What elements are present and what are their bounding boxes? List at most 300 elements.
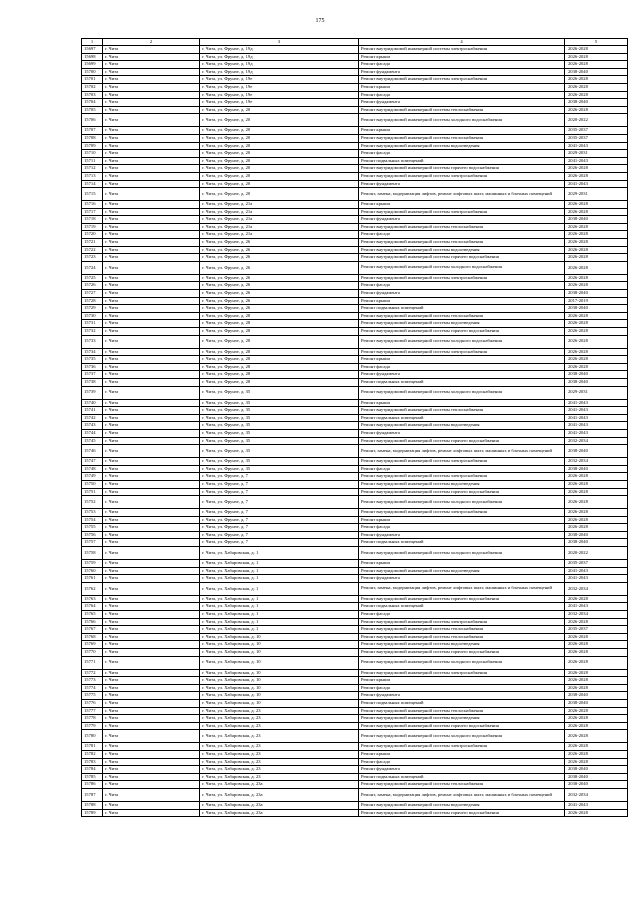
- address-cell: г. Чита, ул. Фрунзе, д. 35: [200, 465, 359, 473]
- work-type-cell: Ремонт внутридомовой инженерной системы теплоснабжения: [359, 781, 565, 789]
- city-cell: г. Чита: [103, 305, 200, 313]
- work-type-cell: Ремонт подвальных помещений: [359, 414, 565, 422]
- period-cell: 2038-2040: [565, 766, 628, 774]
- table-row: [82, 669, 628, 677]
- table-row: [82, 465, 628, 473]
- period-cell: 2026-2028: [565, 669, 628, 677]
- table-row: [82, 750, 628, 758]
- table-header-row: [82, 39, 628, 46]
- row-number-cell: 15774: [82, 684, 103, 692]
- row-number-cell: 15760: [82, 567, 103, 575]
- period-cell: 2026-2028: [565, 83, 628, 91]
- period-cell: 2041-2043: [565, 157, 628, 165]
- address-cell: г. Чита, ул. Фрунзе, д. 21а: [200, 223, 359, 231]
- period-cell: 2029-2031: [565, 150, 628, 158]
- period-cell: 2041-2043: [565, 414, 628, 422]
- period-cell: 2041-2043: [565, 407, 628, 415]
- work-type-cell: Ремонт внутридомовой инженерной системы водоотведения: [359, 641, 565, 649]
- table-row: [82, 363, 628, 371]
- city-cell: г. Чита: [103, 348, 200, 356]
- row-number-cell: 15767: [82, 626, 103, 634]
- address-cell: г. Чита, ул. Фрунзе, д. 35: [200, 429, 359, 437]
- period-cell: 2026-2028: [565, 722, 628, 730]
- city-cell: г. Чита: [103, 290, 200, 298]
- city-cell: г. Чита: [103, 684, 200, 692]
- city-cell: г. Чита: [103, 106, 200, 114]
- row-number-cell: 15785: [82, 773, 103, 781]
- address-cell: г. Чита, ул. Хабаровская, д. 23: [200, 743, 359, 751]
- table-row: [82, 386, 628, 399]
- period-cell: 2026-2028: [565, 254, 628, 262]
- address-cell: г. Чита, ул. Хабаровская, д. 10: [200, 677, 359, 685]
- work-type-cell: Ремонт внутридомовой инженерной системы холодного водоснабжения: [359, 386, 565, 399]
- row-number-cell: 15700: [82, 68, 103, 76]
- city-cell: г. Чита: [103, 516, 200, 524]
- table-row: [82, 208, 628, 216]
- work-type-cell: Ремонт крыши: [359, 297, 565, 305]
- period-cell: 2026-2028: [565, 246, 628, 254]
- work-type-cell: Ремонт крыши: [359, 750, 565, 758]
- table-row: [82, 91, 628, 99]
- city-cell: г. Чита: [103, 582, 200, 595]
- row-number-cell: 15723: [82, 254, 103, 262]
- table-row: [82, 473, 628, 481]
- table-row: [82, 261, 628, 274]
- period-cell: 2035-2037: [565, 626, 628, 634]
- table-row: [82, 180, 628, 188]
- table-row: [82, 575, 628, 583]
- row-number-cell: 15779: [82, 722, 103, 730]
- address-cell: г. Чита, ул. Фрунзе, д. 19е: [200, 83, 359, 91]
- row-number-cell: 15778: [82, 715, 103, 723]
- work-type-cell: Ремонт внутридомовой инженерной системы электроснабжения: [359, 172, 565, 180]
- period-cell: 2026-2028: [565, 61, 628, 69]
- row-number-cell: 15706: [82, 114, 103, 127]
- address-cell: г. Чита, ул. Хабаровская, д. 1: [200, 567, 359, 575]
- work-type-cell: Ремонт подвальных помещений: [359, 773, 565, 781]
- period-cell: 2026-2028: [565, 172, 628, 180]
- row-number-cell: 15752: [82, 496, 103, 509]
- work-type-cell: Ремонт подвальных помещений: [359, 378, 565, 386]
- address-cell: г. Чита, ул. Фрунзе, д. 7: [200, 524, 359, 532]
- period-cell: 2026-2028: [565, 348, 628, 356]
- city-cell: г. Чита: [103, 473, 200, 481]
- address-cell: г. Чита, ул. Фрунзе, д. 28: [200, 371, 359, 379]
- city-cell: г. Чита: [103, 157, 200, 165]
- address-cell: г. Чита, ул. Хабаровская, д. 10: [200, 656, 359, 669]
- row-number-cell: 15715: [82, 188, 103, 201]
- work-type-cell: Ремонт внутридомовой инженерной системы горячего водоснабжения: [359, 488, 565, 496]
- row-number-cell: 15761: [82, 575, 103, 583]
- work-type-cell: Ремонт внутридомовой инженерной системы водоотведения: [359, 246, 565, 254]
- city-cell: г. Чита: [103, 223, 200, 231]
- address-cell: г. Чита, ул. Фрунзе, д. 20: [200, 180, 359, 188]
- period-cell: 2026-2028: [565, 208, 628, 216]
- table-row: [82, 788, 628, 801]
- address-cell: г. Чита, ул. Фрунзе, д. 7: [200, 488, 359, 496]
- row-number-cell: 15747: [82, 458, 103, 466]
- period-cell: 2026-2028: [565, 261, 628, 274]
- city-cell: г. Чита: [103, 127, 200, 135]
- work-type-cell: Ремонт внутридомовой инженерной системы электроснабжения: [359, 473, 565, 481]
- address-cell: г. Чита, ул. Хабаровская, д. 10: [200, 684, 359, 692]
- address-cell: г. Чита, ул. Фрунзе, д. 28: [200, 363, 359, 371]
- address-cell: г. Чита, ул. Фрунзе, д. 19д: [200, 61, 359, 69]
- period-cell: 2026-2028: [565, 274, 628, 282]
- period-cell: 2041-2043: [565, 801, 628, 809]
- address-cell: г. Чита, ул. Хабаровская, д. 1: [200, 603, 359, 611]
- table-row: [82, 480, 628, 488]
- table-row: [82, 61, 628, 69]
- address-cell: г. Чита, ул. Хабаровская, д. 10: [200, 692, 359, 700]
- address-cell: г. Чита, ул. Хабаровская, д. 23: [200, 722, 359, 730]
- table-row: [82, 223, 628, 231]
- city-cell: г. Чита: [103, 715, 200, 723]
- address-cell: г. Чита, ул. Хабаровская, д. 23а: [200, 809, 359, 817]
- city-cell: г. Чита: [103, 788, 200, 801]
- address-cell: г. Чита, ул. Фрунзе, д. 28: [200, 312, 359, 320]
- city-cell: г. Чита: [103, 172, 200, 180]
- table-row: [82, 356, 628, 364]
- row-number-cell: 15707: [82, 127, 103, 135]
- table-row: [82, 216, 628, 224]
- address-cell: г. Чита, ул. Фрунзе, д. 21а: [200, 216, 359, 224]
- table-row: [82, 707, 628, 715]
- row-number-cell: 15737: [82, 371, 103, 379]
- address-cell: г. Чита, ул. Хабаровская, д. 1: [200, 560, 359, 568]
- table-row: [82, 348, 628, 356]
- work-type-cell: Ремонт фасада: [359, 363, 565, 371]
- row-number-cell: 15773: [82, 677, 103, 685]
- address-cell: г. Чита, ул. Фрунзе, д. 19е: [200, 91, 359, 99]
- row-number-cell: 15744: [82, 429, 103, 437]
- period-cell: 2038-2040: [565, 290, 628, 298]
- work-type-cell: Ремонт внутридомовой инженерной системы теплоснабжения: [359, 106, 565, 114]
- address-cell: г. Чита, ул. Хабаровская, д. 1: [200, 626, 359, 634]
- table-row: [82, 246, 628, 254]
- work-type-cell: Ремонт внутридомовой инженерной системы водоотведения: [359, 567, 565, 575]
- table-row: [82, 560, 628, 568]
- period-cell: 2026-2028: [565, 758, 628, 766]
- table-row: [82, 305, 628, 313]
- row-number-cell: 15749: [82, 473, 103, 481]
- address-cell: г. Чита, ул. Фрунзе, д. 7: [200, 509, 359, 517]
- table-row: [82, 801, 628, 809]
- work-type-cell: Ремонт фасада: [359, 524, 565, 532]
- address-cell: г. Чита, ул. Фрунзе, д. 26: [200, 239, 359, 247]
- period-cell: 2026-2028: [565, 282, 628, 290]
- address-cell: г. Чита, ул. Фрунзе, д. 26: [200, 246, 359, 254]
- work-type-cell: Ремонт фасада: [359, 231, 565, 239]
- period-cell: 2032-2034: [565, 611, 628, 619]
- city-cell: г. Чита: [103, 46, 200, 54]
- work-type-cell: Ремонт крыши: [359, 560, 565, 568]
- table-row: [82, 106, 628, 114]
- work-type-cell: Ремонт крыши: [359, 677, 565, 685]
- table-row: [82, 743, 628, 751]
- period-cell: 2038-2040: [565, 378, 628, 386]
- row-number-cell: 15763: [82, 595, 103, 603]
- table-row: [82, 758, 628, 766]
- work-type-cell: Ремонт подвальных помещений: [359, 157, 565, 165]
- row-number-cell: 15748: [82, 465, 103, 473]
- city-cell: г. Чита: [103, 677, 200, 685]
- period-cell: 2026-2028: [565, 633, 628, 641]
- address-cell: г. Чита, ул. Фрунзе, д. 21а: [200, 208, 359, 216]
- work-type-cell: Ремонт, замена, модернизация лифтов, ремонт лифтовых шахт, машинных и блочных помещений: [359, 582, 565, 595]
- work-type-cell: Ремонт фундамента: [359, 575, 565, 583]
- work-type-cell: Ремонт внутридомовой инженерной системы водоотведения: [359, 320, 565, 328]
- city-cell: г. Чита: [103, 208, 200, 216]
- work-type-cell: Ремонт фасада: [359, 684, 565, 692]
- table-row: [82, 142, 628, 150]
- period-cell: 2041-2043: [565, 575, 628, 583]
- row-number-cell: 15768: [82, 633, 103, 641]
- period-cell: 2029-2031: [565, 386, 628, 399]
- period-cell: 2026-2028: [565, 595, 628, 603]
- address-cell: г. Чита, ул. Фрунзе, д. 21а: [200, 231, 359, 239]
- row-number-cell: 15697: [82, 46, 103, 54]
- table-row: [82, 722, 628, 730]
- period-cell: 2026-2028: [565, 106, 628, 114]
- table-row: [82, 328, 628, 336]
- period-cell: 2041-2043: [565, 399, 628, 407]
- table-row: [82, 437, 628, 445]
- row-number-cell: 15757: [82, 539, 103, 547]
- table-row: [82, 547, 628, 560]
- row-number-cell: 15746: [82, 445, 103, 458]
- period-cell: 2026-2028: [565, 356, 628, 364]
- city-cell: г. Чита: [103, 480, 200, 488]
- work-type-cell: Ремонт внутридомовой инженерной системы теплоснабжения: [359, 707, 565, 715]
- work-type-cell: Ремонт, замена, модернизация лифтов, ремонт лифтовых шахт, машинных и блочных помещений: [359, 445, 565, 458]
- work-type-cell: Ремонт внутридомовой инженерной системы горячего водоснабжения: [359, 328, 565, 336]
- row-number-cell: 15702: [82, 83, 103, 91]
- table-row: [82, 649, 628, 657]
- table-row: [82, 458, 628, 466]
- table-row: [82, 254, 628, 262]
- period-cell: 2026-2028: [565, 488, 628, 496]
- period-cell: 2038-2040: [565, 68, 628, 76]
- row-number-cell: 15750: [82, 480, 103, 488]
- work-type-cell: Ремонт крыши: [359, 201, 565, 209]
- address-cell: г. Чита, ул. Фрунзе, д. 35: [200, 445, 359, 458]
- table-row: [82, 567, 628, 575]
- address-cell: г. Чита, ул. Хабаровская, д. 23а: [200, 801, 359, 809]
- row-number-cell: 15787: [82, 788, 103, 801]
- work-type-cell: Ремонт фасада: [359, 758, 565, 766]
- address-cell: г. Чита, ул. Фрунзе, д. 20: [200, 165, 359, 173]
- city-cell: г. Чита: [103, 649, 200, 657]
- work-type-cell: Ремонт фундамента: [359, 692, 565, 700]
- period-cell: 2032-2034: [565, 788, 628, 801]
- address-cell: г. Чита, ул. Фрунзе, д. 20: [200, 114, 359, 127]
- row-number-cell: 15777: [82, 707, 103, 715]
- work-type-cell: Ремонт фундамента: [359, 216, 565, 224]
- city-cell: г. Чита: [103, 216, 200, 224]
- table-row: [82, 618, 628, 626]
- address-cell: г. Чита, ул. Фрунзе, д. 20: [200, 172, 359, 180]
- city-cell: г. Чита: [103, 91, 200, 99]
- work-type-cell: Ремонт внутридомовой инженерной системы холодного водоснабжения: [359, 656, 565, 669]
- row-number-cell: 15732: [82, 328, 103, 336]
- period-cell: 2026-2028: [565, 649, 628, 657]
- period-cell: 2026-2028: [565, 231, 628, 239]
- table-row: [82, 274, 628, 282]
- city-cell: г. Чита: [103, 254, 200, 262]
- table-row: [82, 781, 628, 789]
- work-type-cell: Ремонт фундамента: [359, 180, 565, 188]
- period-cell: 2026-2028: [565, 480, 628, 488]
- table-row: [82, 429, 628, 437]
- table-row: [82, 99, 628, 107]
- work-type-cell: Ремонт внутридомовой инженерной системы теплоснабжения: [359, 633, 565, 641]
- row-number-cell: 15772: [82, 669, 103, 677]
- table-row: [82, 407, 628, 415]
- address-cell: г. Чита, ул. Фрунзе, д. 26: [200, 282, 359, 290]
- row-number-cell: 15709: [82, 142, 103, 150]
- city-cell: г. Чита: [103, 188, 200, 201]
- city-cell: г. Чита: [103, 246, 200, 254]
- city-cell: г. Чита: [103, 595, 200, 603]
- row-number-cell: 15721: [82, 239, 103, 247]
- period-cell: 2038-2040: [565, 445, 628, 458]
- period-cell: 2026-2028: [565, 223, 628, 231]
- address-cell: г. Чита, ул. Фрунзе, д. 26: [200, 261, 359, 274]
- row-number-cell: 15765: [82, 611, 103, 619]
- work-type-cell: Ремонт внутридомовой инженерной системы теплоснабжения: [359, 239, 565, 247]
- row-number-cell: 15703: [82, 91, 103, 99]
- city-cell: г. Чита: [103, 496, 200, 509]
- work-type-cell: Ремонт внутридомовой инженерной системы горячего водоснабжения: [359, 595, 565, 603]
- period-cell: 2026-2028: [565, 46, 628, 54]
- city-cell: г. Чита: [103, 134, 200, 142]
- period-cell: 2032-2034: [565, 582, 628, 595]
- row-number-cell: 15742: [82, 414, 103, 422]
- city-cell: г. Чита: [103, 618, 200, 626]
- work-type-cell: Ремонт фундамента: [359, 531, 565, 539]
- table-row: [82, 127, 628, 135]
- city-cell: г. Чита: [103, 282, 200, 290]
- period-cell: 2026-2028: [565, 53, 628, 61]
- work-type-cell: Ремонт подвальных помещений: [359, 699, 565, 707]
- address-cell: г. Чита, ул. Хабаровская, д. 23: [200, 758, 359, 766]
- row-number-cell: 15731: [82, 320, 103, 328]
- address-cell: г. Чита, ул. Фрунзе, д. 26: [200, 297, 359, 305]
- table-row: [82, 414, 628, 422]
- city-cell: г. Чита: [103, 531, 200, 539]
- table-row: [82, 773, 628, 781]
- row-number-cell: 15754: [82, 516, 103, 524]
- row-number-cell: 15734: [82, 348, 103, 356]
- table-row: [82, 399, 628, 407]
- period-cell: 2026-2028: [565, 618, 628, 626]
- table-row: [82, 699, 628, 707]
- work-type-cell: Ремонт внутридомовой инженерной системы электроснабжения: [359, 618, 565, 626]
- city-cell: г. Чита: [103, 809, 200, 817]
- city-cell: г. Чита: [103, 567, 200, 575]
- address-cell: г. Чита, ул. Фрунзе, д. 35: [200, 458, 359, 466]
- work-type-cell: Ремонт внутридомовой инженерной системы холодного водоснабжения: [359, 261, 565, 274]
- work-type-cell: Ремонт внутридомовой инженерной системы холодного водоснабжения: [359, 496, 565, 509]
- table-row: [82, 595, 628, 603]
- period-cell: 2026-2028: [565, 509, 628, 517]
- row-number-cell: 15736: [82, 363, 103, 371]
- period-cell: 2041-2043: [565, 422, 628, 430]
- work-type-cell: Ремонт внутридомовой инженерной системы электроснабжения: [359, 348, 565, 356]
- city-cell: г. Чита: [103, 231, 200, 239]
- address-cell: г. Чита, ул. Фрунзе, д. 28: [200, 356, 359, 364]
- period-cell: 2029-2031: [565, 188, 628, 201]
- work-type-cell: Ремонт подвальных помещений: [359, 305, 565, 313]
- period-cell: 2032-2034: [565, 437, 628, 445]
- address-cell: г. Чита, ул. Хабаровская, д. 1: [200, 575, 359, 583]
- city-cell: г. Чита: [103, 766, 200, 774]
- city-cell: г. Чита: [103, 730, 200, 743]
- period-cell: 2032-2034: [565, 458, 628, 466]
- table-row: [82, 656, 628, 669]
- address-cell: г. Чита, ул. Фрунзе, д. 19д: [200, 68, 359, 76]
- work-type-cell: Ремонт внутридомовой инженерной системы холодного водоснабжения: [359, 335, 565, 348]
- period-cell: 2026-2028: [565, 641, 628, 649]
- row-number-cell: 15698: [82, 53, 103, 61]
- city-cell: г. Чита: [103, 297, 200, 305]
- work-type-cell: Ремонт внутридомовой инженерной системы электроснабжения: [359, 743, 565, 751]
- address-cell: г. Чита, ул. Фрунзе, д. 7: [200, 516, 359, 524]
- work-type-cell: Ремонт фасада: [359, 150, 565, 158]
- work-type-cell: Ремонт внутридомовой инженерной системы холодного водоснабжения: [359, 547, 565, 560]
- work-type-cell: Ремонт внутридомовой инженерной системы электроснабжения: [359, 46, 565, 54]
- period-cell: 2026-2028: [565, 312, 628, 320]
- table-row: [82, 531, 628, 539]
- work-type-cell: Ремонт, замена, модернизация лифтов, ремонт лифтовых шахт, машинных и блочных помещений: [359, 188, 565, 201]
- row-number-cell: 15782: [82, 750, 103, 758]
- period-cell: 2026-2028: [565, 809, 628, 817]
- period-cell: 2026-2028: [565, 707, 628, 715]
- city-cell: г. Чита: [103, 61, 200, 69]
- address-cell: г. Чита, ул. Хабаровская, д. 23а: [200, 781, 359, 789]
- table-row: [82, 134, 628, 142]
- address-cell: г. Чита, ул. Фрунзе, д. 26: [200, 254, 359, 262]
- work-type-cell: Ремонт внутридомовой инженерной системы горячего водоснабжения: [359, 437, 565, 445]
- row-number-cell: 15769: [82, 641, 103, 649]
- period-cell: 2041-2043: [565, 142, 628, 150]
- row-number-cell: 15743: [82, 422, 103, 430]
- row-number-cell: 15714: [82, 180, 103, 188]
- city-cell: г. Чита: [103, 83, 200, 91]
- period-cell: 2038-2040: [565, 692, 628, 700]
- table-row: [82, 188, 628, 201]
- address-cell: г. Чита, ул. Фрунзе, д. 7: [200, 539, 359, 547]
- city-cell: г. Чита: [103, 76, 200, 84]
- work-type-cell: Ремонт внутридомовой инженерной системы электроснабжения: [359, 509, 565, 517]
- table-row: [82, 201, 628, 209]
- work-type-cell: Ремонт крыши: [359, 356, 565, 364]
- city-cell: г. Чита: [103, 633, 200, 641]
- period-cell: 2026-2028: [565, 516, 628, 524]
- table-row: [82, 68, 628, 76]
- period-cell: 2026-2028: [565, 201, 628, 209]
- city-cell: г. Чита: [103, 692, 200, 700]
- city-cell: г. Чита: [103, 458, 200, 466]
- work-type-cell: Ремонт внутридомовой инженерной системы холодного водоснабжения: [359, 114, 565, 127]
- city-cell: г. Чита: [103, 626, 200, 634]
- row-number-cell: 15764: [82, 603, 103, 611]
- table-row: [82, 582, 628, 595]
- period-cell: 2041-2043: [565, 603, 628, 611]
- work-type-cell: Ремонт внутридомовой инженерной системы водоотведения: [359, 801, 565, 809]
- row-number-cell: 15755: [82, 524, 103, 532]
